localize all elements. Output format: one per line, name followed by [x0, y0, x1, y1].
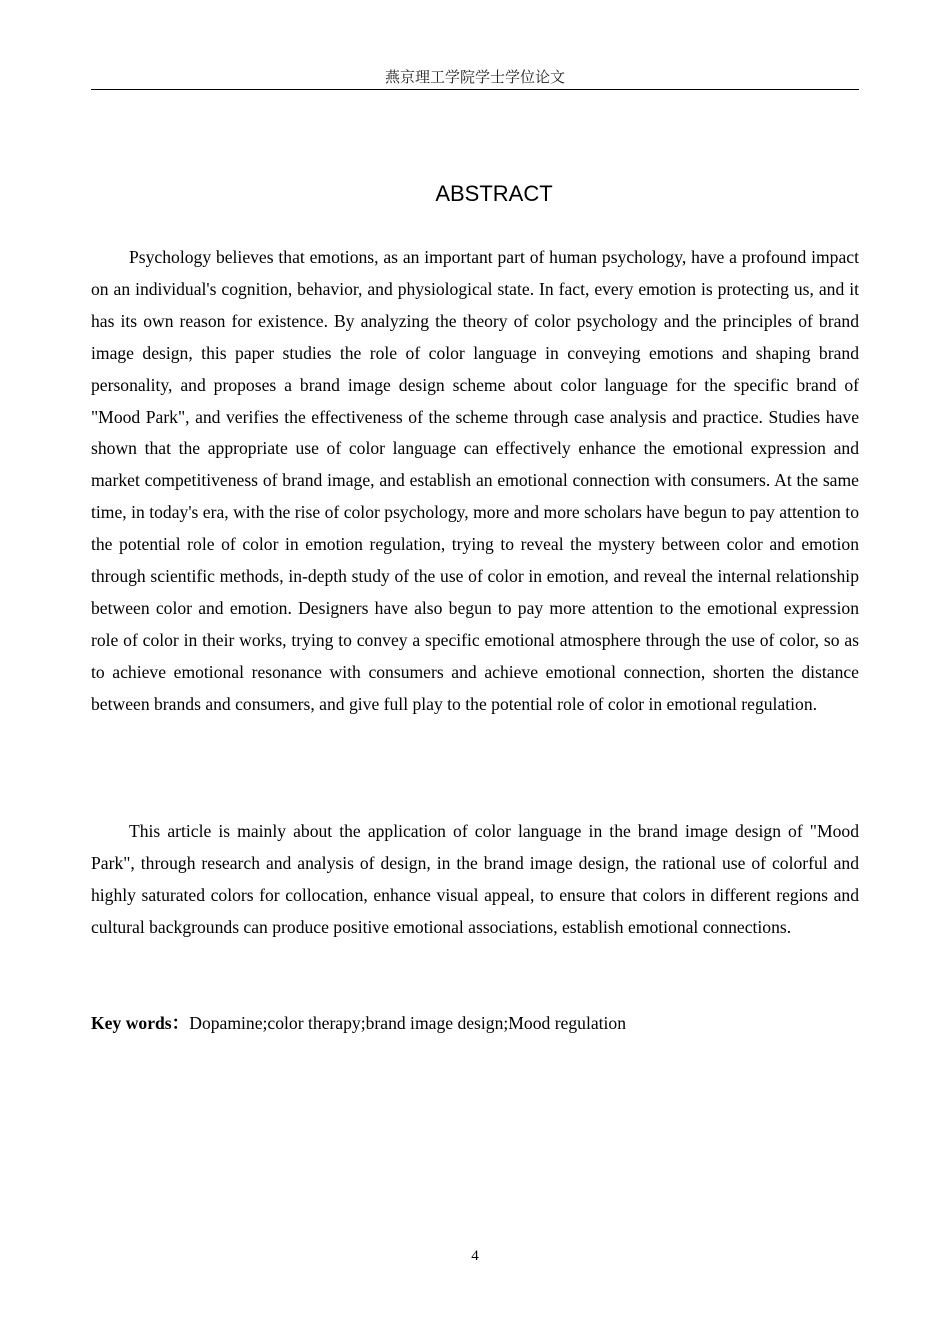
page-number: 4	[471, 1248, 479, 1264]
abstract-paragraph-1: Psychology believes that emotions, as an important part of human psychology, have a profound impact on an individual's cognition, behavior, and physiological state. In fact, every emotion is protecting us, and it has its own reason for existence. By analyzing the theory of color psychology and the principles of brand image design, this paper studies the role of color language in conveying emotions and shaping brand personality, and proposes a brand image design scheme about color language for the specific brand of "Mood Park", and verifies the effectiveness of the scheme through case analysis and practice. Studies have shown that the appropriate use of color language can effectively enhance the emotional expression and market competitiveness of brand image, and establish an emotional connection with consumers. At the same time, in today's era, with the rise of color psychology, more and more scholars have begun to pay attention to the potential role of color in emotion regulation, trying to reveal the mystery between color and emotion through scientific methods, in-depth study of the use of color in emotion, and reveal the internal relationship between color and emotion. Designers have also begun to pay more attention to the emotional expression role of color in their works, trying to convey a specific emotional atmosphere through the use of color, so as to achieve emotional resonance with consumers and achieve emotional connection, shorten the distance between brands and consumers, and give full play to the potential role of color in emotional regulation.	[91, 247, 859, 714]
abstract-title: ABSTRACT	[435, 181, 553, 206]
header-title: 燕京理工学院学士学位论文	[384, 68, 565, 86]
keywords-label: Key words：	[91, 1013, 190, 1033]
keywords-line	[91, 1008, 859, 1040]
keywords-value: Dopamine;color therapy;brand image design;Mood regulation	[189, 1013, 627, 1033]
page-header	[91, 68, 859, 90]
abstract-paragraph-2: This article is mainly about the application of color language in the brand image design of "Mood Park", through research and analysis of design, in the brand image design, the rational use of colorful and highly saturated colors for collocation, enhance visual appeal, to ensure that colors in different regions and cultural backgrounds can produce positive emotional associations, establish emotional connections.	[91, 821, 859, 937]
